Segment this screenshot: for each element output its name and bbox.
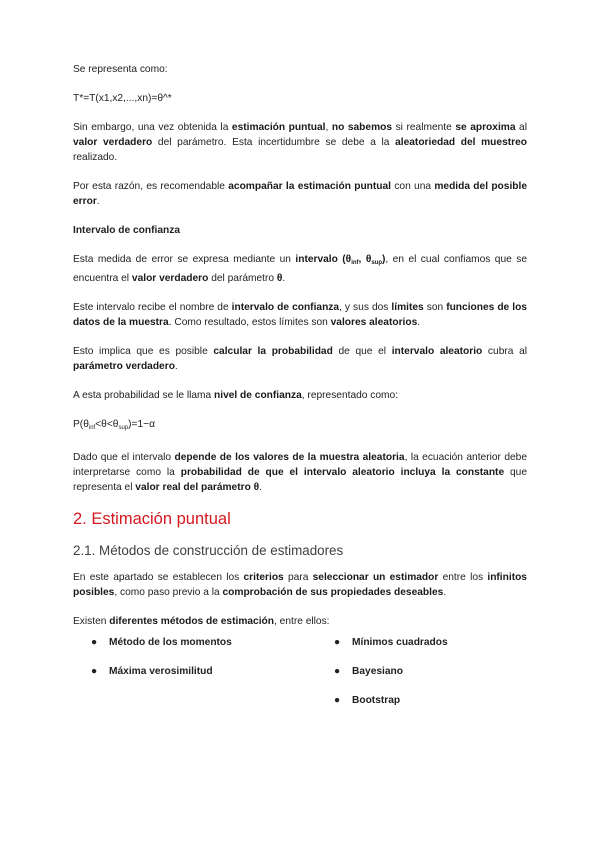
bullet-icon: ● [334, 637, 341, 648]
paragraph-methods-intro: Existen diferentes métodos de estimación, entre ellos: [73, 616, 330, 627]
heading-point-estimation: 2. Estimación puntual [73, 510, 231, 528]
paragraph-probability: Esto implica que es posible calcular la probabilidad de que el intervalo aleatorio cubra al parámetro verdadero. [73, 346, 527, 372]
paragraph-interpretation: Dado que el intervalo depende de los valores de la muestra aleatoria, la ecuación anterior debe interpretarse como la probabilidad de que el intervalo aleatorio incluya la constante que representa el valor real del parámetro θ. [73, 452, 528, 493]
formula-confidence: $P(\theta_{inf}<\theta<\theta_{sup})=1-\alpha$ [73, 419, 155, 431]
formula-estimator: T*=T(x1,x2,...,xn)=θ^* [73, 93, 172, 104]
paragraph-intro: Se representa como: [73, 64, 168, 75]
list-item: ● Bootstrap [334, 695, 401, 706]
list-item: ● Método de los momentos [91, 637, 232, 648]
methods-list [73, 636, 527, 726]
list-item: ● Mínimos cuadrados [334, 637, 448, 648]
list-item: ● Máxima verosimilitud [91, 666, 213, 677]
document-page [73, 62, 527, 726]
paragraph-interval: Esta medida de error se expresa mediante un intervalo ($\theta_{inf}$, $\theta_{sup}$), en el cual confiamos que se encuentra el valor verdadero del parámetro θ. [73, 254, 528, 284]
paragraph-confidence-level: A esta probabilidad se le llama nivel de confianza, representado como: [73, 390, 399, 401]
paragraph-reason: Por esta razón, es recomendable acompañar la estimación puntual con una medida del posible error. [73, 181, 527, 207]
paragraph-limits: Este intervalo recibe el nombre de intervalo de confianza, y sus dos límites son funciones de los datos de la muestra. Como resultado, estos límites son valores aleatorios. [73, 302, 527, 328]
bullet-icon: ● [91, 637, 98, 648]
bullet-icon: ● [334, 695, 341, 706]
heading-construction-methods: 2.1. Métodos de construcción de estimadores [73, 543, 344, 558]
bullet-icon: ● [91, 666, 98, 677]
paragraph-uncertainty: Sin embargo, una vez obtenida la estimación puntual, no sabemos si realmente se aproxima al valor verdadero del parámetro. Esta incertidumbre se debe a la aleatoriedad del muestreo realizado. [73, 122, 527, 163]
list-item: ● Bayesiano [334, 666, 403, 677]
bullet-icon: ● [334, 666, 341, 677]
subtitle-confidence-interval: Intervalo de confianza [73, 225, 180, 236]
paragraph-criteria: En este apartado se establecen los criterios para seleccionar un estimador entre los infinitos posibles, como paso previo a la comprobación de sus propiedades deseables. [73, 572, 527, 598]
